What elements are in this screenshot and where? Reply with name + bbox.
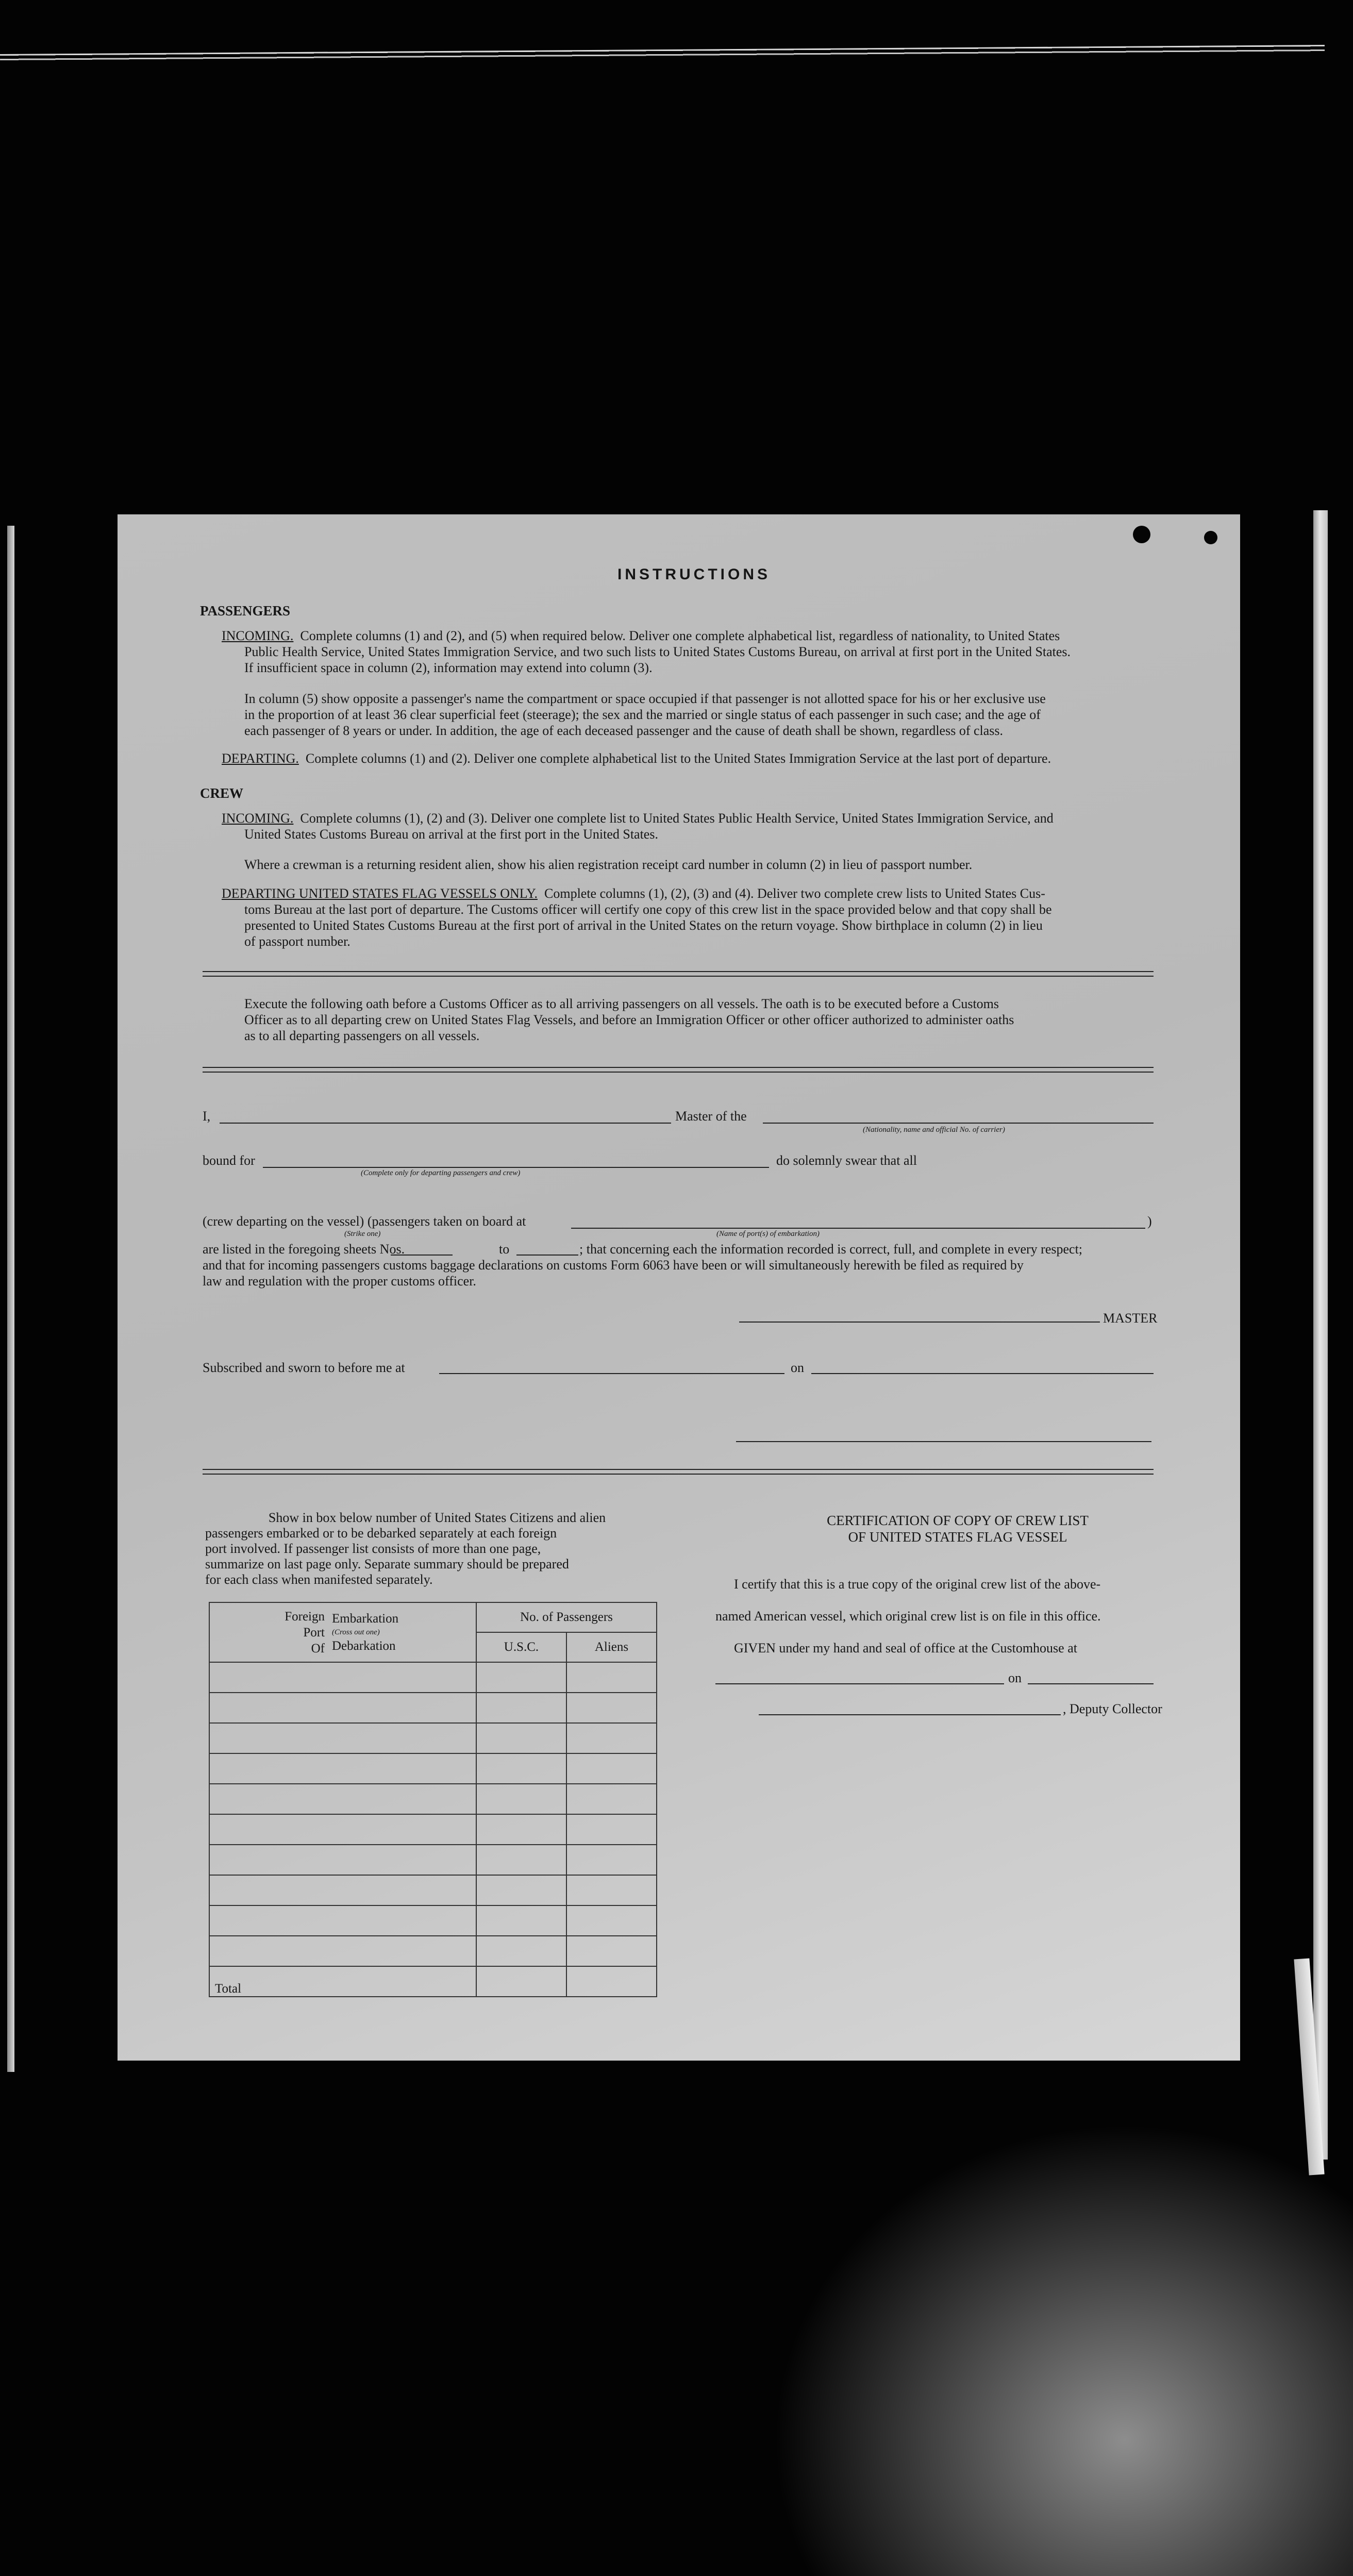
- table-row: [209, 1875, 657, 1905]
- officer-signature-field[interactable]: [736, 1441, 1151, 1442]
- usc-header: U.S.C.: [476, 1632, 566, 1662]
- double-rule: [203, 1067, 1154, 1073]
- table-row: [209, 1905, 657, 1936]
- punch-hole: [1204, 531, 1217, 544]
- bound-for-field[interactable]: [263, 1167, 769, 1168]
- master-of-label: Master of the: [675, 1109, 747, 1124]
- crew-resident: Where a crewman is a returning resident alien, show his alien registration receipt card number in column (2) in lieu of passport number.: [244, 857, 973, 872]
- crew-heading: CREW: [200, 785, 244, 801]
- scan-edge-line: [0, 45, 1325, 63]
- passenger-summary-table: [209, 1602, 657, 1997]
- table-row: [209, 1784, 657, 1814]
- table-row: [209, 1693, 657, 1723]
- bound-for-label: bound for: [203, 1153, 255, 1168]
- master-name-field[interactable]: [220, 1123, 671, 1124]
- incoming-label: INCOMING.: [222, 628, 294, 643]
- master-label: MASTER: [1103, 1311, 1158, 1326]
- crew-incoming: INCOMING. Complete columns (1), (2) and (3). Deliver one complete list to United States Public Health Service, United States Immigration Service, and United States Customs Bureau on arrival at the first port in the United States.: [222, 811, 1054, 842]
- table-row: [209, 1814, 657, 1845]
- passengers-incoming: INCOMING. Complete columns (1) and (2), and (5) when required below. Deliver one complete alphabetical list, regardless of nationality, to United States Public Health Service, United States Immigration Service, and two such lists to United States Customs Bureau, on arrival at first port in the United States. If insufficient space in column (2), information may extend into column (3).: [222, 628, 1071, 675]
- crew-passengers-text: (crew departing on the vessel) (passengers taken on board at: [203, 1214, 526, 1229]
- table-row: [209, 1936, 657, 1966]
- sworn-place-field[interactable]: [439, 1373, 784, 1374]
- deputy-signature-field[interactable]: [759, 1714, 1061, 1715]
- certification-title: CERTIFICATION OF COPY OF CREW LIST OF UNITED STATES FLAG VESSEL: [827, 1513, 1089, 1545]
- carrier-hint: (Nationality, name and official No. of carrier): [863, 1126, 1005, 1134]
- listed-in-label: are listed in the foregoing sheets Nos.: [203, 1242, 405, 1257]
- punch-hole: [1133, 526, 1150, 543]
- swear-text: do solemnly swear that all: [776, 1153, 917, 1168]
- certification-line2: named American vessel, which original crew list is on file in this office.: [715, 1609, 1101, 1624]
- form-sheet: INSTRUCTIONS PASSENGERS INCOMING. Complete columns (1) and (2), and (5) when required below. Deliver one complete alphabetical list, regardless of nationality, to United States Public Health Service, United States Immigration Service, and two such lists to United States Customs Bureau, on arrival at first port in the United States. If insufficient space in column (2), information may extend into column (3). In column (5) show opposite a passenger's name the compartment or space occupied if that passenger is not allotted space for his or her exclusive use in the proportion of at least 36 clear superficial feet (steerage); the sex and the married or single status of each passenger in such case; and the age of each passenger of 8 years or under. In addition, the age of each deceased passenger and the cause of death shall be shown, regardless of class. DEPARTING. Complete columns (1) and (2). Deliver one complete alphabetical list to the United States Immigration Service at the last port of departure. CREW INCOMING. Complete columns (1), (2) and (3). Deliver one complete list to United States Public Health Service, United States Immigration Service, and United States Customs Bureau on arrival at the first port in the United States. Where a crewman is a returning resident alien, show his alien registration receipt card number in column (2) in lieu of passport number. DEPARTING UNITED STATES FLAG VESSELS ONLY. Complete columns (1), (2), (3) and (4). Deliver two complete crew lists to United States Cus- toms Bureau at the last port of departure. The Customs officer will certify one copy of this crew list in the space provided below and that copy shall be presented to United States Customs Bureau at the first port of arrival in the United States on the return voyage. Show birthplace in column (2) in lieu of passport number. Execute the following oath before a Customs Officer as to all arriving passengers on all vessels. The oath is to be executed before a Customs Officer as to all departing crew on United States Flag Vessels, and before an Immigration Officer or other officer authorized to administer oaths as to all departing passengers on all vessels. I, Master of the (Nationality, name and official No. of carrier) bound for (Complete only for departing passengers and crew) do solemnly swear that all (crew departing on the vessel) (passengers taken on board at ) (Strike one) (Name of port(s) of embarkation) are listed in the foregoing sheets Nos. to ; that concerning each the information recorded is correct, full, and complete in every respect; and that for incoming passengers customs baggage declarations on customs Form 6063 have been or will simultaneously herewith be filed as required by law and regulation with the proper customs officer. MASTER Subscribed and sworn to before me at on Show in box below number of United States Citizens and alien passengers embarked or to be debarked separately at each foreign port involved. If passenger list consists of more than one page, summarize on last page only. Separate summary should be prepared for each class when manifested separately. CERTIFICATION OF COPY OF CREW LIST OF UNITED STATES FLAG VESSEL I certify that this is a true copy of the original crew list of the above- named American vessel, which original crew list is on file in this office. GIVEN under my hand and seal of office at the Customhouse at on , Deputy Collector: [118, 514, 1240, 2061]
- total-row: [209, 1966, 657, 1997]
- total-label: Total: [209, 1966, 476, 1997]
- passengers-heading: PASSENGERS: [200, 603, 291, 618]
- passengers-column5: In column (5) show opposite a passenger's name the compartment or space occupied if that passenger is not allotted space for his or her exclusive use in the proportion of at least 36 clear superficial feet (steerage); the sex and the married or single status of each passenger in such case; and the age of each passenger of 8 years or under. In addition, the age of each deceased passenger and the cause of death shall be shown, regardless of class.: [244, 691, 1046, 738]
- foreign-port-header: Foreign Port Of: [209, 1602, 327, 1662]
- subscribed-label: Subscribed and sworn to before me at: [203, 1360, 405, 1375]
- certification-date-field[interactable]: [1028, 1683, 1154, 1684]
- certification-line3: GIVEN under my hand and seal of office at the Customhouse at: [734, 1641, 1077, 1655]
- strike-one-hint: (Strike one): [344, 1230, 381, 1238]
- aliens-header: Aliens: [566, 1632, 657, 1662]
- port-hint: (Name of port(s) of embarkation): [716, 1230, 820, 1238]
- table-row: [209, 1723, 657, 1753]
- table-row: [209, 1845, 657, 1875]
- no-passengers-header: No. of Passengers: [476, 1602, 657, 1632]
- sheet-from-field[interactable]: [391, 1254, 453, 1256]
- passengers-departing: DEPARTING. Complete columns (1) and (2). Deliver one complete alphabetical list to the United States Immigration Service at the last port of departure.: [222, 751, 1051, 766]
- page-title: INSTRUCTIONS: [617, 566, 771, 583]
- crew-departing: DEPARTING UNITED STATES FLAG VESSELS ONLY. Complete columns (1), (2), (3) and (4). Deliver two complete crew lists to United States Cus- toms Bureau at the last port of departure. The Customs officer will certify one copy of this crew list in the space provided below and that copy shall be presented to United States Customs Bureau at the first port of arrival in the United States on the return voyage. Show birthplace in column (2) in lieu of passport number.: [222, 886, 1052, 949]
- table-row: [209, 1753, 657, 1784]
- customhouse-field[interactable]: [715, 1683, 1004, 1684]
- certification-line1: I certify that this is a true copy of the original crew list of the above-: [734, 1577, 1101, 1592]
- sworn-date-field[interactable]: [811, 1373, 1154, 1374]
- bound-hint: (Complete only for departing passengers and crew): [361, 1169, 521, 1177]
- deputy-label: , Deputy Collector: [1063, 1701, 1162, 1716]
- embarkation-port-field[interactable]: [571, 1228, 1145, 1229]
- oath-i-label: I,: [203, 1109, 211, 1124]
- double-rule: [203, 1469, 1154, 1475]
- master-signature-field[interactable]: [739, 1322, 1100, 1323]
- carrier-field[interactable]: [763, 1123, 1154, 1124]
- table-row: [209, 1662, 657, 1693]
- page-edge-left: [7, 526, 14, 2072]
- summary-instructions: Show in box below number of United States Citizens and alien passengers embarked or to be debarked separately at each foreign port involved. If passenger list consists of more than one page, summarize on last page only. Separate summary should be prepared for each class when manifested separately.: [205, 1510, 606, 1587]
- scan-glare: [772, 2122, 1353, 2576]
- oath-instructions: Execute the following oath before a Customs Officer as to all arriving passengers on all vessels. The oath is to be executed before a Customs Officer as to all departing crew on United States Flag Vessels, and before an Immigration Officer or other officer authorized to administer oaths as to all departing passengers on all vessels.: [244, 996, 1014, 1043]
- embarkation-header: Embarkation (Cross out one) Debarkation: [327, 1602, 476, 1662]
- double-rule: [203, 971, 1154, 977]
- sheet-to-field[interactable]: [516, 1254, 578, 1256]
- page-edge-right: [1313, 510, 1328, 2160]
